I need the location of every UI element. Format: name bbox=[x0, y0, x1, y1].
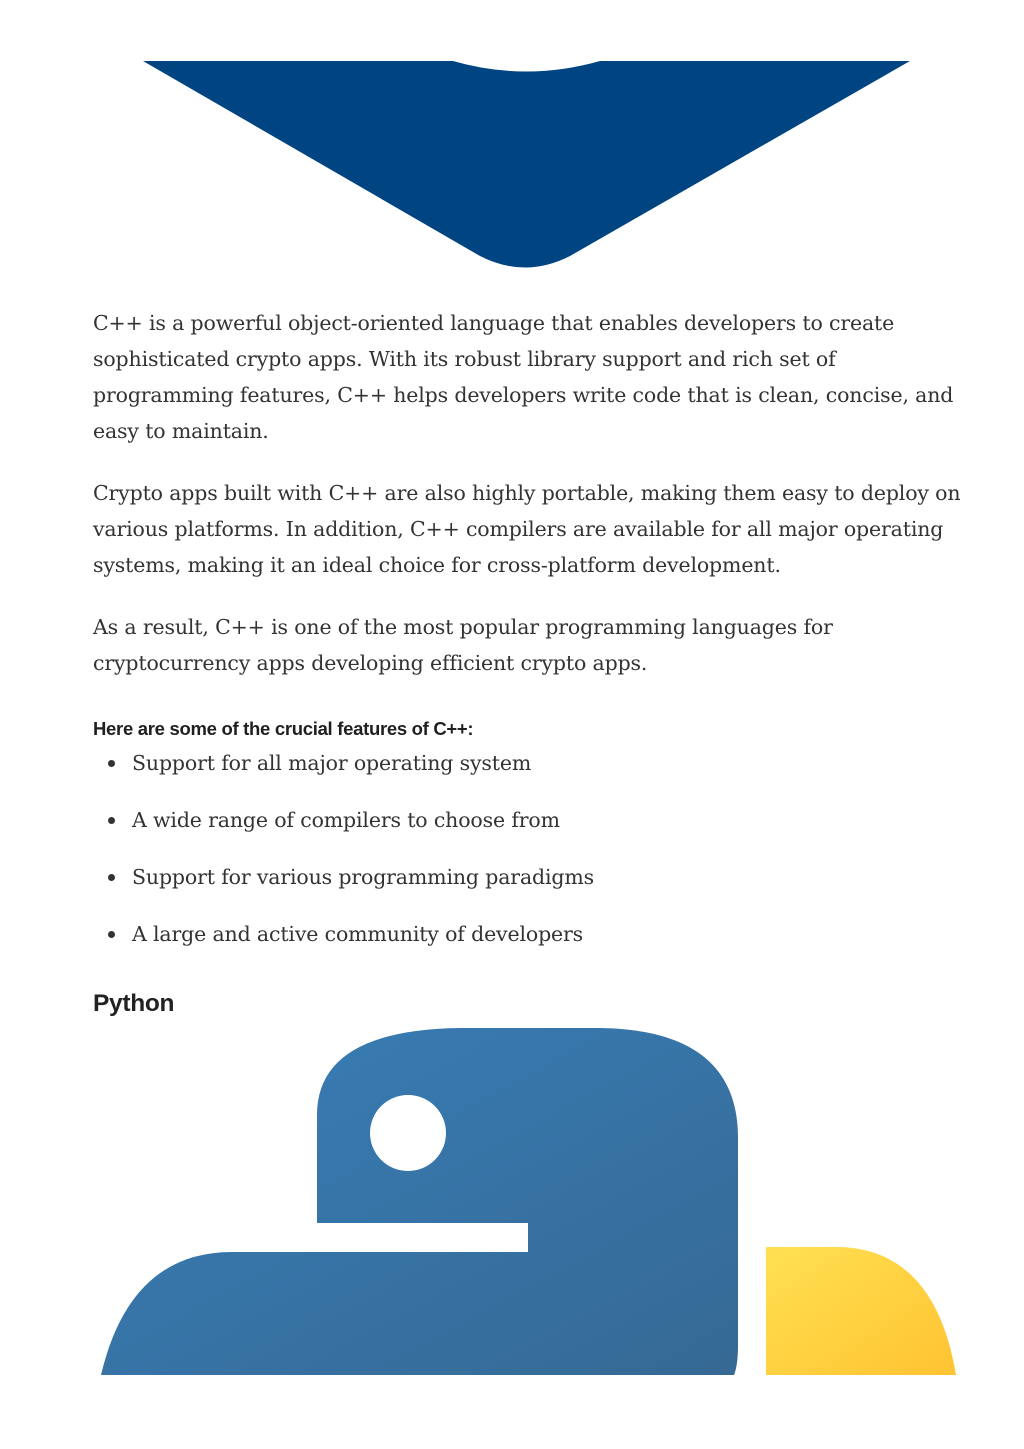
section-heading-python: Python bbox=[93, 990, 175, 1017]
bullet-icon bbox=[108, 817, 115, 824]
list-item-text: Support for various programming paradigms bbox=[132, 865, 595, 889]
python-logo-image bbox=[0, 1020, 1024, 1380]
python-logo-blue-snake bbox=[101, 1028, 738, 1375]
list-item bbox=[93, 859, 973, 916]
cpp-logo-hexagon-segment bbox=[143, 61, 910, 268]
bullet-icon bbox=[108, 931, 115, 938]
cpp-logo-image bbox=[0, 0, 1024, 290]
list-item bbox=[93, 745, 973, 802]
bullet-icon bbox=[108, 760, 115, 767]
article-content bbox=[93, 305, 973, 1019]
list-item bbox=[93, 916, 973, 973]
python-logo-yellow-snake bbox=[766, 1247, 956, 1375]
feature-list bbox=[93, 745, 973, 973]
paragraph-cpp-result: As a result, C++ is one of the most popular programming languages for cryptocurrency apps developing efficient crypto apps. bbox=[93, 615, 833, 675]
bullet-icon bbox=[108, 874, 115, 881]
paragraph-cpp-portability: Crypto apps built with C++ are also highly portable, making them easy to deploy on various platforms. In addition, C++ compilers are available for all major operating systems, making it an ideal choice for cross-platform development. bbox=[93, 481, 961, 577]
paragraph-cpp-intro: C++ is a powerful object-oriented language that enables developers to create sophisticated crypto apps. With its robust library support and rich set of programming features, C++ helps developers write code that is clean, concise, and easy to maintain. bbox=[93, 311, 954, 443]
list-item bbox=[93, 802, 973, 859]
list-item-text: A wide range of compilers to choose from bbox=[132, 808, 560, 832]
list-item-text: A large and active community of developers bbox=[132, 922, 584, 946]
features-heading: Here are some of the crucial features of C++: bbox=[93, 718, 474, 739]
python-logo-eye bbox=[370, 1095, 446, 1171]
list-item-text: Support for all major operating system bbox=[132, 751, 532, 775]
